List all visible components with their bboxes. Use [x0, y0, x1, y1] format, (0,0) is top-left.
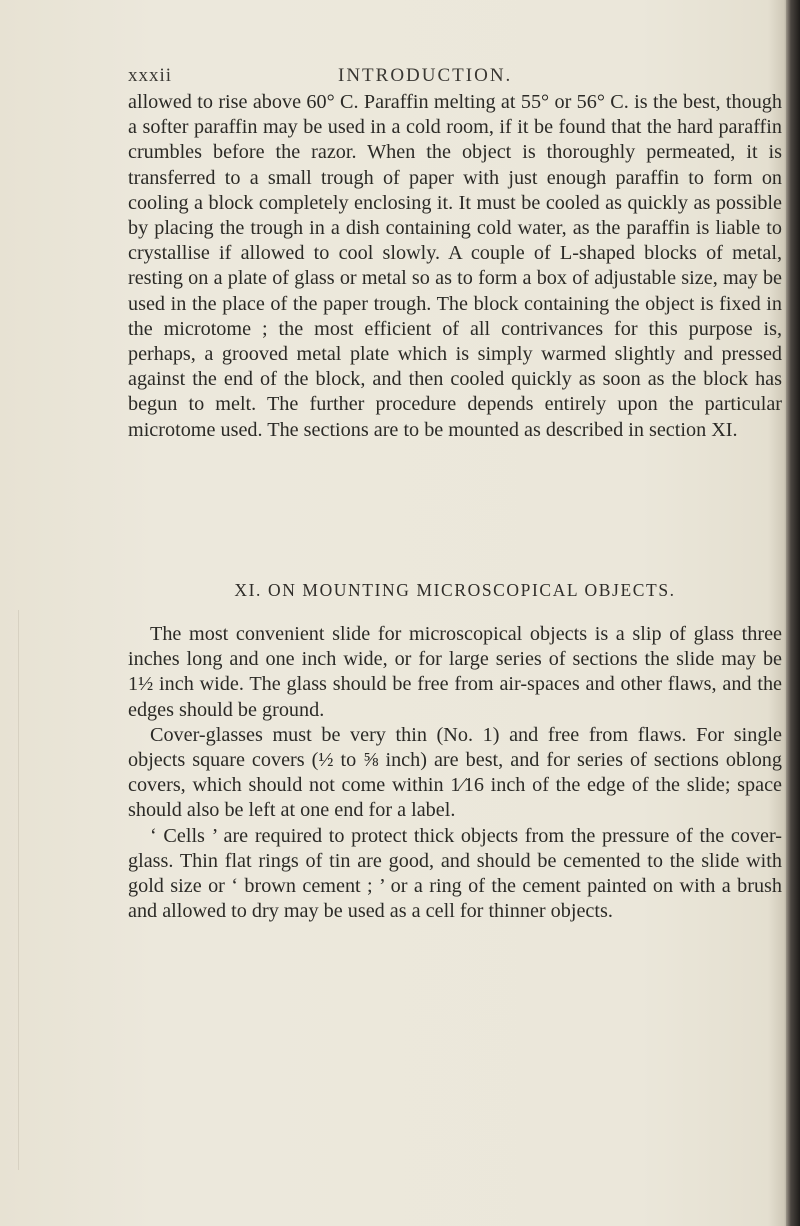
running-head-title: INTRODUCTION.	[338, 65, 513, 86]
paragraph-slides: The most convenient slide for microscopical objects is a slip of glass three inches long and one inch wide, or for large series of sections the slide may be 1½ inch wide. The glass should be free from air-spaces and other flaws, and the edges should be ground.	[128, 623, 782, 721]
book-binding-edge	[786, 0, 800, 1226]
continuation-text	[128, 90, 782, 443]
page-margin-shadow	[18, 610, 19, 1170]
paragraph-cover-glasses: Cover-glasses must be very thin (No. 1) and free from flaws. For single objects square covers (½ to ⅝ inch) are best, and for series of sections oblong covers, which should not come within 1⁄16 inch of the edge of the slide; space should also be left at one end for a label.	[128, 723, 782, 822]
section-body	[128, 622, 782, 924]
section-heading: XI. ON MOUNTING MICROSCOPICAL OBJECTS.	[234, 580, 676, 600]
page-number: xxxii	[128, 65, 173, 86]
continuation-paragraph: allowed to rise above 60° C. Paraffin melting at 55° or 56° C. is the best, though a softer paraffin may be used in a cold room, if it be found that the hard paraffin crumbles before the razor. When the object is thoroughly permeated, it is transferred to a small trough of paper with just enough paraffin to form on cooling a block completely enclosing it. It must be cooled as quickly as possible by placing the trough in a dish containing cold water, as the paraffin is liable to crystallise if allowed to cool slowly. A couple of L-shaped blocks of metal, resting on a plate of glass or metal so as to form a box of adjustable size, may be used in the place of the paper trough. The block containing the object is fixed in the microtome ; the most efficient of all contrivances for this purpose is, perhaps, a grooved metal plate which is simply warmed slightly and pressed against the end of the block, and then cooled quickly as soon as the block has begun to melt. The further procedure depends entirely upon the particular microtome used. The sections are to be mounted as described in section XI.	[128, 91, 782, 441]
paragraph-cells: ‘ Cells ’ are required to protect thick objects from the pressure of the cover-glass. Thin flat rings of tin are good, and should be cemented to the slide with gold size or ‘ brown cement ; ’ or a ring of the cement painted on with a brush and allowed to dry may be used as a cell for thinner objects.	[128, 824, 782, 923]
